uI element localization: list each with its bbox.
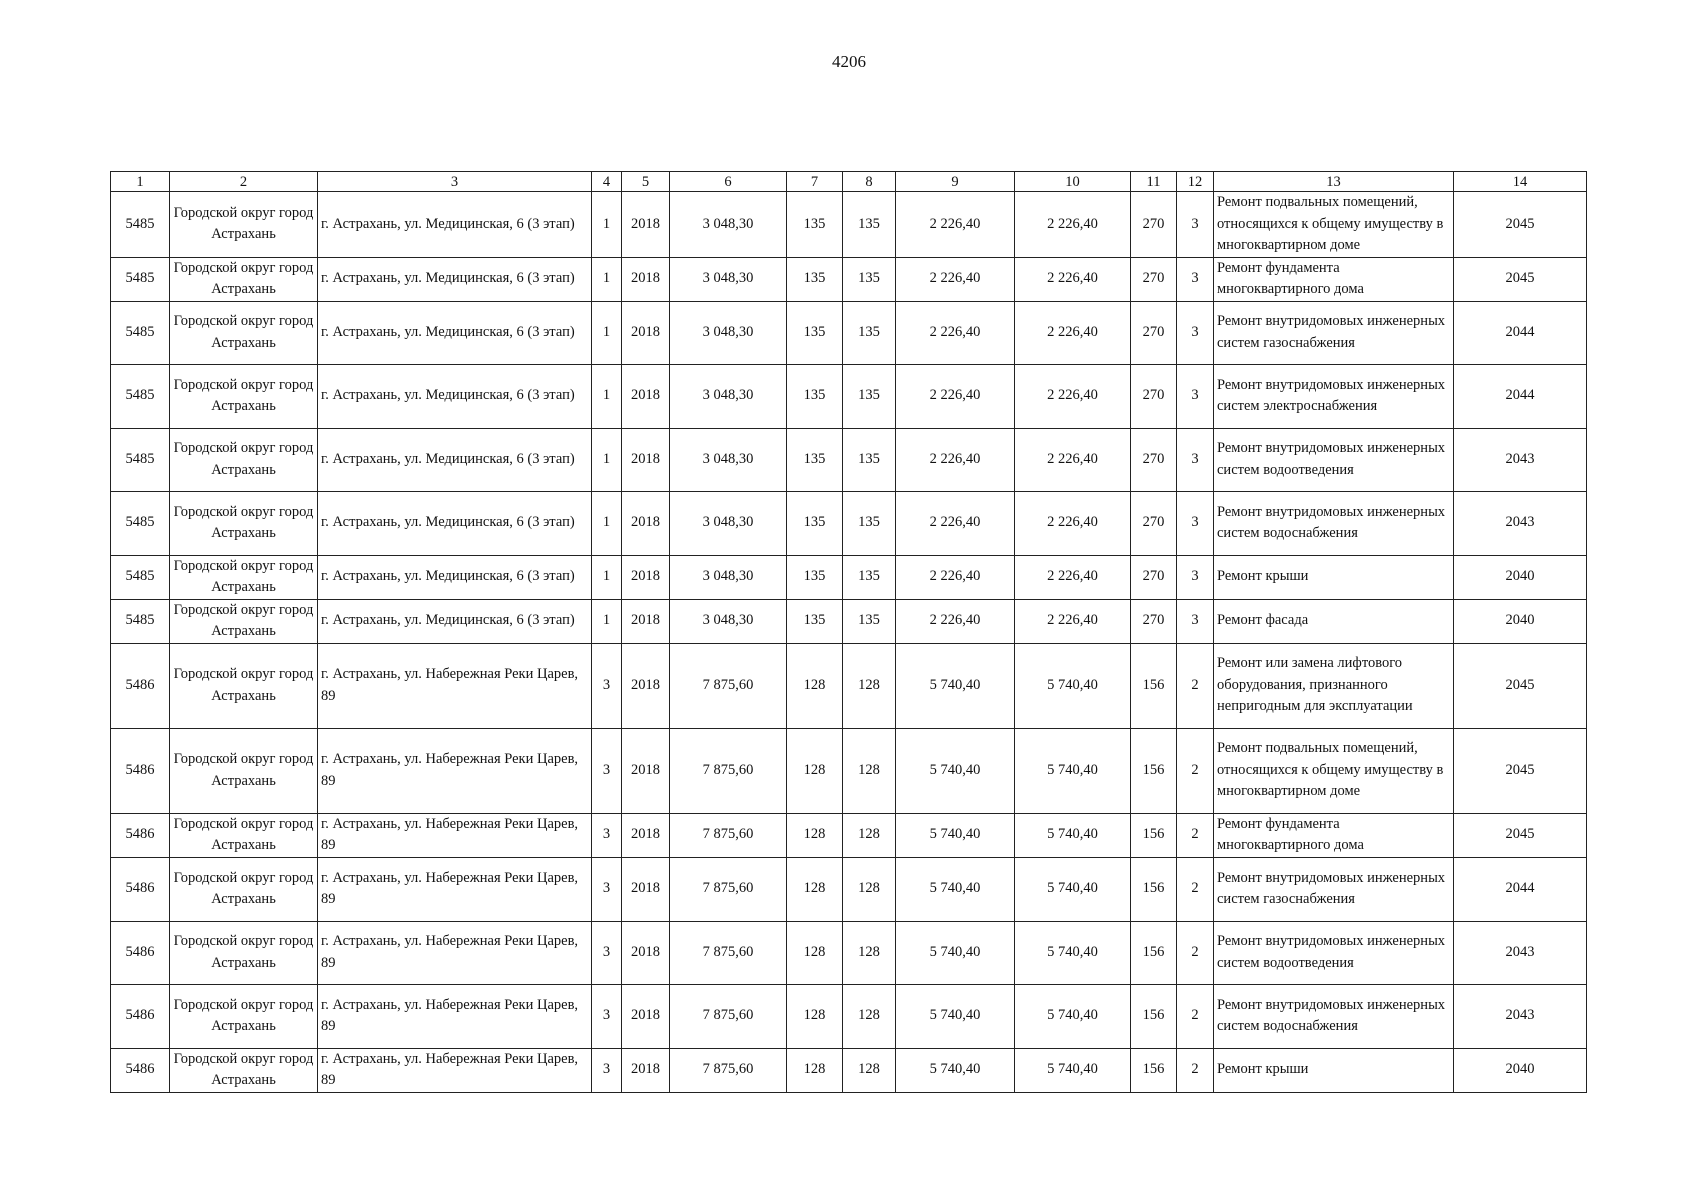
value-cell: 128 — [787, 984, 843, 1048]
floor-count-cell: 2 — [1177, 1048, 1214, 1092]
area-cell: 5 740,40 — [1015, 728, 1131, 813]
value-cell: 128 — [843, 921, 896, 984]
count-cell: 3 — [592, 643, 622, 728]
year-cell: 2018 — [622, 491, 670, 555]
planned-year-cell: 2043 — [1454, 984, 1587, 1048]
work-type-cell: Ремонт крыши — [1214, 555, 1454, 599]
area-cell: 5 740,40 — [1015, 643, 1131, 728]
value-cell: 135 — [843, 428, 896, 491]
planned-year-cell: 2043 — [1454, 491, 1587, 555]
value-cell: 128 — [843, 857, 896, 921]
area-cell: 2 226,40 — [896, 257, 1015, 301]
total-area-cell: 3 048,30 — [670, 192, 787, 258]
municipality-cell: Городской округ город Астрахань — [170, 257, 318, 301]
page-number: 4206 — [832, 52, 866, 71]
total-area-cell: 7 875,60 — [670, 984, 787, 1048]
year-cell: 2018 — [622, 428, 670, 491]
count-cell: 1 — [592, 192, 622, 258]
planned-year-cell: 2045 — [1454, 813, 1587, 857]
work-type-cell: Ремонт подвальных помещений, относящихся к общему имуществу в многоквартирном доме — [1214, 728, 1454, 813]
record-id-cell: 5485 — [111, 364, 170, 428]
record-id-cell: 5485 — [111, 491, 170, 555]
table-row — [111, 728, 1587, 813]
area-cell: 2 226,40 — [1015, 364, 1131, 428]
planned-year-cell: 2040 — [1454, 555, 1587, 599]
value-cell: 128 — [843, 1048, 896, 1092]
record-id-cell: 5486 — [111, 921, 170, 984]
value-cell: 128 — [843, 984, 896, 1048]
area-cell: 5 740,40 — [896, 857, 1015, 921]
total-area-cell: 7 875,60 — [670, 857, 787, 921]
column-header: 7 — [787, 172, 843, 192]
planned-year-cell: 2044 — [1454, 364, 1587, 428]
year-cell: 2018 — [622, 301, 670, 364]
area-cell: 5 740,40 — [896, 921, 1015, 984]
planned-year-cell: 2044 — [1454, 301, 1587, 364]
address-cell: г. Астрахань, ул. Медицинская, 6 (3 этап) — [318, 555, 592, 599]
area-cell: 5 740,40 — [1015, 813, 1131, 857]
area-cell: 2 226,40 — [896, 555, 1015, 599]
address-cell: г. Астрахань, ул. Медицинская, 6 (3 этап) — [318, 428, 592, 491]
table-header — [111, 172, 1587, 192]
residents-cell: 156 — [1131, 984, 1177, 1048]
area-cell: 5 740,40 — [1015, 1048, 1131, 1092]
planned-year-cell: 2045 — [1454, 192, 1587, 258]
value-cell: 135 — [787, 599, 843, 643]
year-cell: 2018 — [622, 1048, 670, 1092]
count-cell: 3 — [592, 1048, 622, 1092]
total-area-cell: 7 875,60 — [670, 1048, 787, 1092]
value-cell: 135 — [843, 491, 896, 555]
value-cell: 128 — [787, 728, 843, 813]
total-area-cell: 3 048,30 — [670, 257, 787, 301]
total-area-cell: 7 875,60 — [670, 813, 787, 857]
column-header: 1 — [111, 172, 170, 192]
area-cell: 5 740,40 — [1015, 921, 1131, 984]
record-id-cell: 5485 — [111, 555, 170, 599]
value-cell: 135 — [843, 301, 896, 364]
year-cell: 2018 — [622, 857, 670, 921]
value-cell: 135 — [787, 555, 843, 599]
record-id-cell: 5486 — [111, 857, 170, 921]
column-header: 8 — [843, 172, 896, 192]
municipality-cell: Городской округ город Астрахань — [170, 491, 318, 555]
count-cell: 3 — [592, 921, 622, 984]
residents-cell: 270 — [1131, 364, 1177, 428]
area-cell: 2 226,40 — [1015, 555, 1131, 599]
table-row — [111, 257, 1587, 301]
value-cell: 135 — [843, 599, 896, 643]
work-type-cell: Ремонт фасада — [1214, 599, 1454, 643]
address-cell: г. Астрахань, ул. Медицинская, 6 (3 этап) — [318, 257, 592, 301]
residents-cell: 156 — [1131, 643, 1177, 728]
municipality-cell: Городской округ город Астрахань — [170, 192, 318, 258]
area-cell: 2 226,40 — [1015, 257, 1131, 301]
count-cell: 1 — [592, 555, 622, 599]
floor-count-cell: 2 — [1177, 857, 1214, 921]
year-cell: 2018 — [622, 599, 670, 643]
planned-year-cell: 2045 — [1454, 728, 1587, 813]
area-cell: 5 740,40 — [896, 728, 1015, 813]
municipality-cell: Городской округ город Астрахань — [170, 984, 318, 1048]
table-row — [111, 364, 1587, 428]
work-type-cell: Ремонт внутридомовых инженерных систем водоснабжения — [1214, 491, 1454, 555]
value-cell: 135 — [787, 192, 843, 258]
value-cell: 128 — [787, 813, 843, 857]
residents-cell: 156 — [1131, 813, 1177, 857]
area-cell: 5 740,40 — [896, 984, 1015, 1048]
total-area-cell: 3 048,30 — [670, 599, 787, 643]
total-area-cell: 3 048,30 — [670, 491, 787, 555]
municipality-cell: Городской округ город Астрахань — [170, 301, 318, 364]
year-cell: 2018 — [622, 555, 670, 599]
planned-year-cell: 2045 — [1454, 257, 1587, 301]
address-cell: г. Астрахань, ул. Набережная Реки Царев, 89 — [318, 921, 592, 984]
value-cell: 135 — [787, 428, 843, 491]
total-area-cell: 7 875,60 — [670, 728, 787, 813]
address-cell: г. Астрахань, ул. Набережная Реки Царев, 89 — [318, 984, 592, 1048]
table-row — [111, 921, 1587, 984]
residents-cell: 270 — [1131, 301, 1177, 364]
column-header: 13 — [1214, 172, 1454, 192]
residents-cell: 156 — [1131, 921, 1177, 984]
area-cell: 2 226,40 — [1015, 428, 1131, 491]
column-header: 5 — [622, 172, 670, 192]
area-cell: 2 226,40 — [896, 192, 1015, 258]
address-cell: г. Астрахань, ул. Медицинская, 6 (3 этап) — [318, 599, 592, 643]
floor-count-cell: 3 — [1177, 599, 1214, 643]
record-id-cell: 5485 — [111, 257, 170, 301]
record-id-cell: 5485 — [111, 192, 170, 258]
count-cell: 1 — [592, 257, 622, 301]
address-cell: г. Астрахань, ул. Набережная Реки Царев, 89 — [318, 643, 592, 728]
total-area-cell: 3 048,30 — [670, 428, 787, 491]
area-cell: 2 226,40 — [1015, 301, 1131, 364]
area-cell: 2 226,40 — [896, 301, 1015, 364]
count-cell: 3 — [592, 728, 622, 813]
value-cell: 135 — [787, 491, 843, 555]
municipality-cell: Городской округ город Астрахань — [170, 1048, 318, 1092]
area-cell: 2 226,40 — [896, 599, 1015, 643]
repair-schedule-table — [110, 171, 1587, 1093]
floor-count-cell: 2 — [1177, 984, 1214, 1048]
work-type-cell: Ремонт внутридомовых инженерных систем газоснабжения — [1214, 857, 1454, 921]
value-cell: 135 — [843, 364, 896, 428]
column-header: 14 — [1454, 172, 1587, 192]
column-header: 6 — [670, 172, 787, 192]
value-cell: 135 — [843, 192, 896, 258]
record-id-cell: 5485 — [111, 428, 170, 491]
value-cell: 135 — [787, 257, 843, 301]
area-cell: 2 226,40 — [1015, 491, 1131, 555]
address-cell: г. Астрахань, ул. Набережная Реки Царев, 89 — [318, 728, 592, 813]
area-cell: 5 740,40 — [1015, 857, 1131, 921]
year-cell: 2018 — [622, 728, 670, 813]
residents-cell: 270 — [1131, 491, 1177, 555]
floor-count-cell: 3 — [1177, 364, 1214, 428]
count-cell: 1 — [592, 428, 622, 491]
floor-count-cell: 2 — [1177, 813, 1214, 857]
total-area-cell: 7 875,60 — [670, 643, 787, 728]
value-cell: 128 — [787, 643, 843, 728]
residents-cell: 270 — [1131, 428, 1177, 491]
count-cell: 3 — [592, 984, 622, 1048]
address-cell: г. Астрахань, ул. Медицинская, 6 (3 этап) — [318, 301, 592, 364]
table-row — [111, 555, 1587, 599]
count-cell: 3 — [592, 813, 622, 857]
area-cell: 2 226,40 — [896, 428, 1015, 491]
work-type-cell: Ремонт крыши — [1214, 1048, 1454, 1092]
address-cell: г. Астрахань, ул. Медицинская, 6 (3 этап) — [318, 364, 592, 428]
municipality-cell: Городской округ город Астрахань — [170, 857, 318, 921]
value-cell: 128 — [843, 728, 896, 813]
planned-year-cell: 2040 — [1454, 599, 1587, 643]
planned-year-cell: 2043 — [1454, 921, 1587, 984]
column-header: 9 — [896, 172, 1015, 192]
record-id-cell: 5486 — [111, 643, 170, 728]
area-cell: 2 226,40 — [896, 491, 1015, 555]
column-header: 4 — [592, 172, 622, 192]
floor-count-cell: 2 — [1177, 921, 1214, 984]
address-cell: г. Астрахань, ул. Набережная Реки Царев, 89 — [318, 813, 592, 857]
planned-year-cell: 2045 — [1454, 643, 1587, 728]
address-cell: г. Астрахань, ул. Набережная Реки Царев, 89 — [318, 1048, 592, 1092]
work-type-cell: Ремонт внутридомовых инженерных систем водоснабжения — [1214, 984, 1454, 1048]
work-type-cell: Ремонт фундамента многоквартирного дома — [1214, 257, 1454, 301]
column-header: 12 — [1177, 172, 1214, 192]
work-type-cell: Ремонт внутридомовых инженерных систем электроснабжения — [1214, 364, 1454, 428]
value-cell: 135 — [843, 257, 896, 301]
planned-year-cell: 2044 — [1454, 857, 1587, 921]
year-cell: 2018 — [622, 364, 670, 428]
municipality-cell: Городской округ город Астрахань — [170, 428, 318, 491]
table-body — [111, 192, 1587, 1093]
table-row — [111, 643, 1587, 728]
area-cell: 5 740,40 — [896, 1048, 1015, 1092]
record-id-cell: 5485 — [111, 599, 170, 643]
address-cell: г. Астрахань, ул. Медицинская, 6 (3 этап) — [318, 491, 592, 555]
address-cell: г. Астрахань, ул. Набережная Реки Царев, 89 — [318, 857, 592, 921]
work-type-cell: Ремонт подвальных помещений, относящихся к общему имуществу в многоквартирном доме — [1214, 192, 1454, 258]
floor-count-cell: 2 — [1177, 728, 1214, 813]
address-cell: г. Астрахань, ул. Медицинская, 6 (3 этап) — [318, 192, 592, 258]
floor-count-cell: 3 — [1177, 257, 1214, 301]
floor-count-cell: 3 — [1177, 301, 1214, 364]
year-cell: 2018 — [622, 192, 670, 258]
residents-cell: 156 — [1131, 1048, 1177, 1092]
total-area-cell: 3 048,30 — [670, 301, 787, 364]
area-cell: 5 740,40 — [896, 813, 1015, 857]
area-cell: 2 226,40 — [896, 364, 1015, 428]
year-cell: 2018 — [622, 813, 670, 857]
table-row — [111, 491, 1587, 555]
record-id-cell: 5486 — [111, 984, 170, 1048]
table-row — [111, 984, 1587, 1048]
residents-cell: 270 — [1131, 599, 1177, 643]
floor-count-cell: 3 — [1177, 555, 1214, 599]
record-id-cell: 5486 — [111, 1048, 170, 1092]
value-cell: 135 — [787, 301, 843, 364]
municipality-cell: Городской округ город Астрахань — [170, 643, 318, 728]
column-header: 3 — [318, 172, 592, 192]
record-id-cell: 5486 — [111, 813, 170, 857]
record-id-cell: 5485 — [111, 301, 170, 364]
count-cell: 3 — [592, 857, 622, 921]
residents-cell: 270 — [1131, 192, 1177, 258]
table-row — [111, 192, 1587, 258]
planned-year-cell: 2043 — [1454, 428, 1587, 491]
work-type-cell: Ремонт фундамента многоквартирного дома — [1214, 813, 1454, 857]
column-number-row — [111, 172, 1587, 192]
column-header: 11 — [1131, 172, 1177, 192]
count-cell: 1 — [592, 491, 622, 555]
planned-year-cell: 2040 — [1454, 1048, 1587, 1092]
year-cell: 2018 — [622, 921, 670, 984]
residents-cell: 270 — [1131, 555, 1177, 599]
area-cell: 2 226,40 — [1015, 599, 1131, 643]
table-row — [111, 599, 1587, 643]
residents-cell: 156 — [1131, 857, 1177, 921]
table-row — [111, 428, 1587, 491]
residents-cell: 270 — [1131, 257, 1177, 301]
work-type-cell: Ремонт внутридомовых инженерных систем водоотведения — [1214, 921, 1454, 984]
municipality-cell: Городской округ город Астрахань — [170, 921, 318, 984]
municipality-cell: Городской округ город Астрахань — [170, 364, 318, 428]
municipality-cell: Городской округ город Астрахань — [170, 599, 318, 643]
year-cell: 2018 — [622, 984, 670, 1048]
year-cell: 2018 — [622, 643, 670, 728]
table-row — [111, 813, 1587, 857]
work-type-cell: Ремонт внутридомовых инженерных систем водоотведения — [1214, 428, 1454, 491]
total-area-cell: 3 048,30 — [670, 555, 787, 599]
work-type-cell: Ремонт внутридомовых инженерных систем газоснабжения — [1214, 301, 1454, 364]
table-row — [111, 857, 1587, 921]
value-cell: 128 — [843, 643, 896, 728]
floor-count-cell: 3 — [1177, 192, 1214, 258]
value-cell: 128 — [787, 921, 843, 984]
municipality-cell: Городской округ город Астрахань — [170, 728, 318, 813]
column-header: 2 — [170, 172, 318, 192]
record-id-cell: 5486 — [111, 728, 170, 813]
floor-count-cell: 3 — [1177, 491, 1214, 555]
value-cell: 135 — [843, 555, 896, 599]
year-cell: 2018 — [622, 257, 670, 301]
value-cell: 128 — [787, 1048, 843, 1092]
count-cell: 1 — [592, 599, 622, 643]
total-area-cell: 7 875,60 — [670, 921, 787, 984]
area-cell: 5 740,40 — [896, 643, 1015, 728]
area-cell: 5 740,40 — [1015, 984, 1131, 1048]
floor-count-cell: 3 — [1177, 428, 1214, 491]
count-cell: 1 — [592, 301, 622, 364]
total-area-cell: 3 048,30 — [670, 364, 787, 428]
count-cell: 1 — [592, 364, 622, 428]
value-cell: 128 — [843, 813, 896, 857]
residents-cell: 156 — [1131, 728, 1177, 813]
value-cell: 135 — [787, 364, 843, 428]
municipality-cell: Городской округ город Астрахань — [170, 555, 318, 599]
value-cell: 128 — [787, 857, 843, 921]
area-cell: 2 226,40 — [1015, 192, 1131, 258]
floor-count-cell: 2 — [1177, 643, 1214, 728]
table-row — [111, 301, 1587, 364]
table-row — [111, 1048, 1587, 1092]
column-header: 10 — [1015, 172, 1131, 192]
municipality-cell: Городской округ город Астрахань — [170, 813, 318, 857]
work-type-cell: Ремонт или замена лифтового оборудования, признанного непригодным для эксплуатации — [1214, 643, 1454, 728]
